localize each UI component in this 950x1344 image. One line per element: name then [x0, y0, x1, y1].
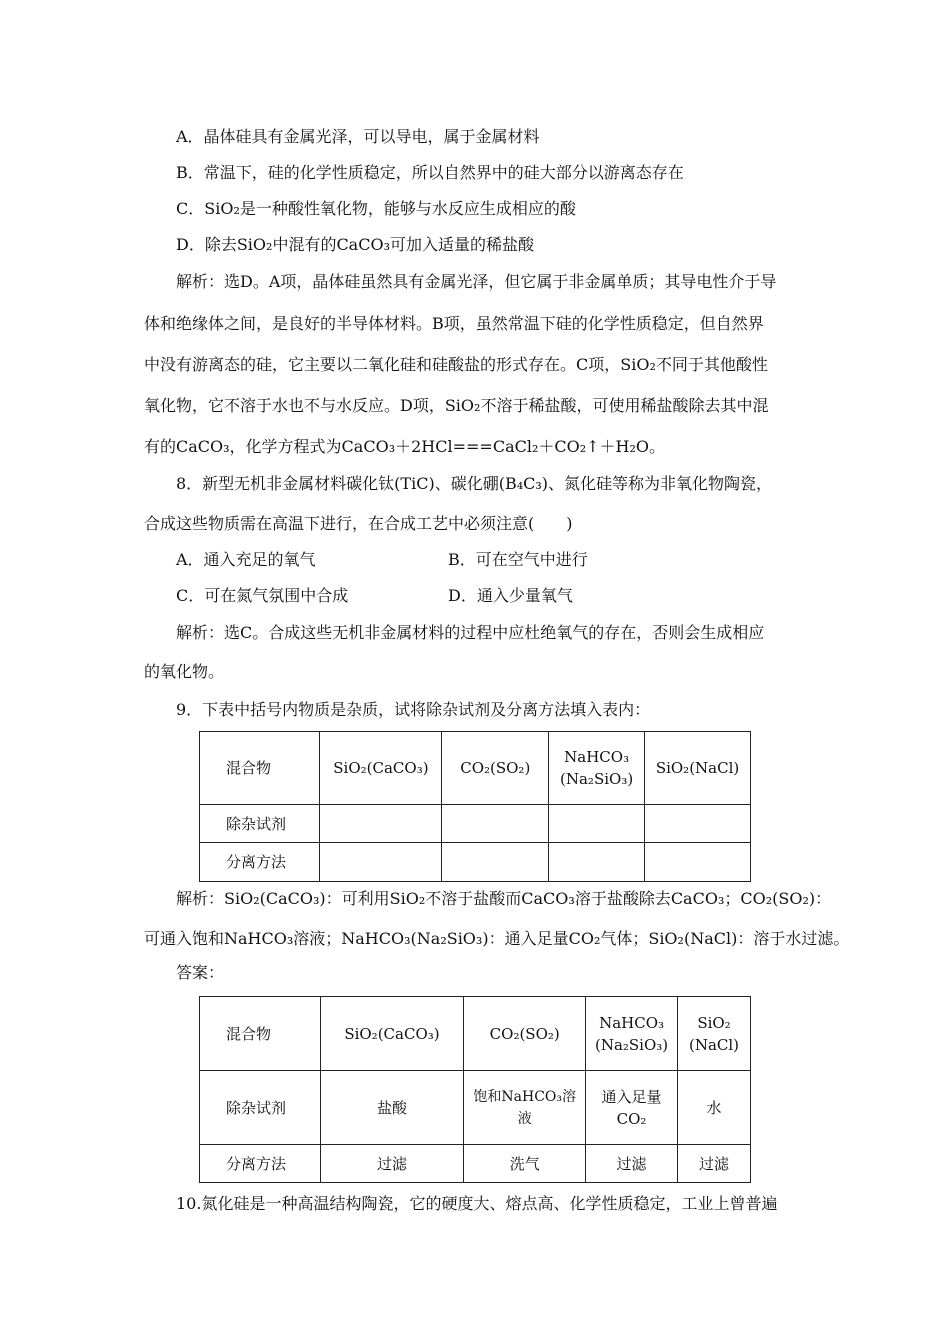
- q8-analysis-line: 解析：选C。合成这些无机非金属材料的过程中应杜绝氧气的存在，否则会生成相应: [176, 623, 765, 642]
- blank-cell: [549, 805, 645, 843]
- answer-label: 答案：: [176, 963, 225, 982]
- q8-option-b: B．可在空气中进行: [448, 550, 588, 569]
- cell-line: 通入足量: [601, 1087, 662, 1106]
- table-header-cell: CO₂(SO₂): [442, 732, 549, 805]
- row-label: 除杂试剂: [200, 805, 320, 843]
- row-label: 除杂试剂: [200, 1071, 321, 1145]
- blank-cell: [549, 843, 645, 882]
- table-cell: 过滤: [678, 1145, 751, 1183]
- header-line: (NaCl): [688, 1035, 740, 1054]
- q8-option-a: A．通入充足的氧气: [176, 550, 316, 569]
- q8-stem-line: 合成这些物质需在高温下进行，在合成工艺中必须注意( ): [144, 514, 573, 533]
- table-header-cell: [586, 997, 678, 1071]
- table-header-cell: 混合物: [200, 997, 321, 1071]
- q7-option-d: D．除去SiO₂中混有的CaCO₃可加入适量的稀盐酸: [176, 235, 534, 254]
- blank-cell: [442, 843, 549, 882]
- q10-stem: 10.氮化硅是一种高温结构陶瓷，它的硬度大、熔点高、化学性质稳定，工业上曾普遍: [176, 1194, 778, 1213]
- table-header-cell: SiO₂(NaCl): [645, 732, 751, 805]
- header-line: SiO₂: [697, 1013, 731, 1032]
- blank-cell: [645, 805, 751, 843]
- q7-option-c: C．SiO₂是一种酸性氧化物，能够与水反应生成相应的酸: [176, 199, 576, 218]
- q9-stem: 9．下表中括号内物质是杂质，试将除杂试剂及分离方法填入表内：: [176, 700, 651, 719]
- header-line: (Na₂SiO₃): [594, 1035, 669, 1054]
- table-cell: 盐酸: [320, 1071, 464, 1145]
- q8-option-c: C．可在氮气氛围中合成: [176, 586, 349, 605]
- table-header-cell: 混合物: [200, 732, 320, 805]
- blank-cell: [645, 843, 751, 882]
- q9-blank-table: [199, 731, 751, 882]
- table-header-cell: SiO₂(CaCO₃): [320, 997, 464, 1071]
- q8-option-d: D．通入少量氧气: [448, 586, 573, 605]
- q9-analysis-line: 解析：SiO₂(CaCO₃)：可利用SiO₂不溶于盐酸而CaCO₃溶于盐酸除去CaCO₃；CO₂(SO₂)：: [176, 889, 832, 908]
- table-cell: 过滤: [320, 1145, 464, 1183]
- blank-cell: [442, 805, 549, 843]
- table-header-cell: [678, 997, 751, 1071]
- q7-analysis-line: 体和绝缘体之间，是良好的半导体材料。B项，虽然常温下硅的化学性质稳定，但自然界: [144, 314, 764, 333]
- table-header-cell: SiO₂(CaCO₃): [320, 732, 442, 805]
- blank-cell: [320, 843, 442, 882]
- table-cell: [586, 1071, 678, 1145]
- cell-line: CO₂: [616, 1109, 647, 1128]
- q7-option-a: A．晶体硅具有金属光泽，可以导电，属于金属材料: [176, 127, 540, 146]
- q9-answer-table: [199, 996, 751, 1183]
- row-label: 分离方法: [200, 1145, 321, 1183]
- q9-analysis-line: 可通入饱和NaHCO₃溶液；NaHCO₃(Na₂SiO₃)：通入足量CO₂气体；SiO₂(NaCl)：溶于水过滤。: [144, 929, 850, 948]
- header-line: NaHCO₃: [599, 1013, 665, 1032]
- q7-analysis-line: 氧化物，它不溶于水也不与水反应。D项，SiO₂不溶于稀盐酸，可使用稀盐酸除去其中混: [144, 396, 769, 415]
- blank-cell: [320, 805, 442, 843]
- q8-analysis-line: 的氧化物。: [144, 662, 225, 681]
- table-cell: 洗气: [464, 1145, 586, 1183]
- q8-stem-line: 8．新型无机非金属材料碳化钛(TiC)、碳化硼(B₄C₃)、氮化硅等称为非氧化物陶瓷，: [176, 474, 773, 493]
- table-cell: 过滤: [586, 1145, 678, 1183]
- table-cell: 水: [678, 1071, 751, 1145]
- table-cell: [464, 1071, 586, 1145]
- cell-line: 饱和NaHCO₃溶: [473, 1088, 577, 1105]
- header-line: NaHCO₃: [564, 748, 630, 766]
- q7-option-b: B．常温下，硅的化学性质稳定，所以自然界中的硅大部分以游离态存在: [176, 163, 684, 182]
- q7-analysis-line: 解析：选D。A项，晶体硅虽然具有金属光泽，但它属于非金属单质；其导电性介于导: [176, 272, 777, 291]
- table-header-cell: [549, 732, 645, 805]
- q7-analysis-line: 中没有游离态的硅，它主要以二氧化硅和硅酸盐的形式存在。C项，SiO₂不同于其他酸性: [144, 355, 768, 374]
- cell-line: 液: [517, 1110, 532, 1127]
- q7-analysis-line: 有的CaCO₃，化学方程式为CaCO₃＋2HCl===CaCl₂＋CO₂↑＋H₂O。: [144, 437, 666, 456]
- header-line: (Na₂SiO₃): [560, 770, 634, 788]
- table-header-cell: CO₂(SO₂): [464, 997, 586, 1071]
- row-label: 分离方法: [200, 843, 320, 882]
